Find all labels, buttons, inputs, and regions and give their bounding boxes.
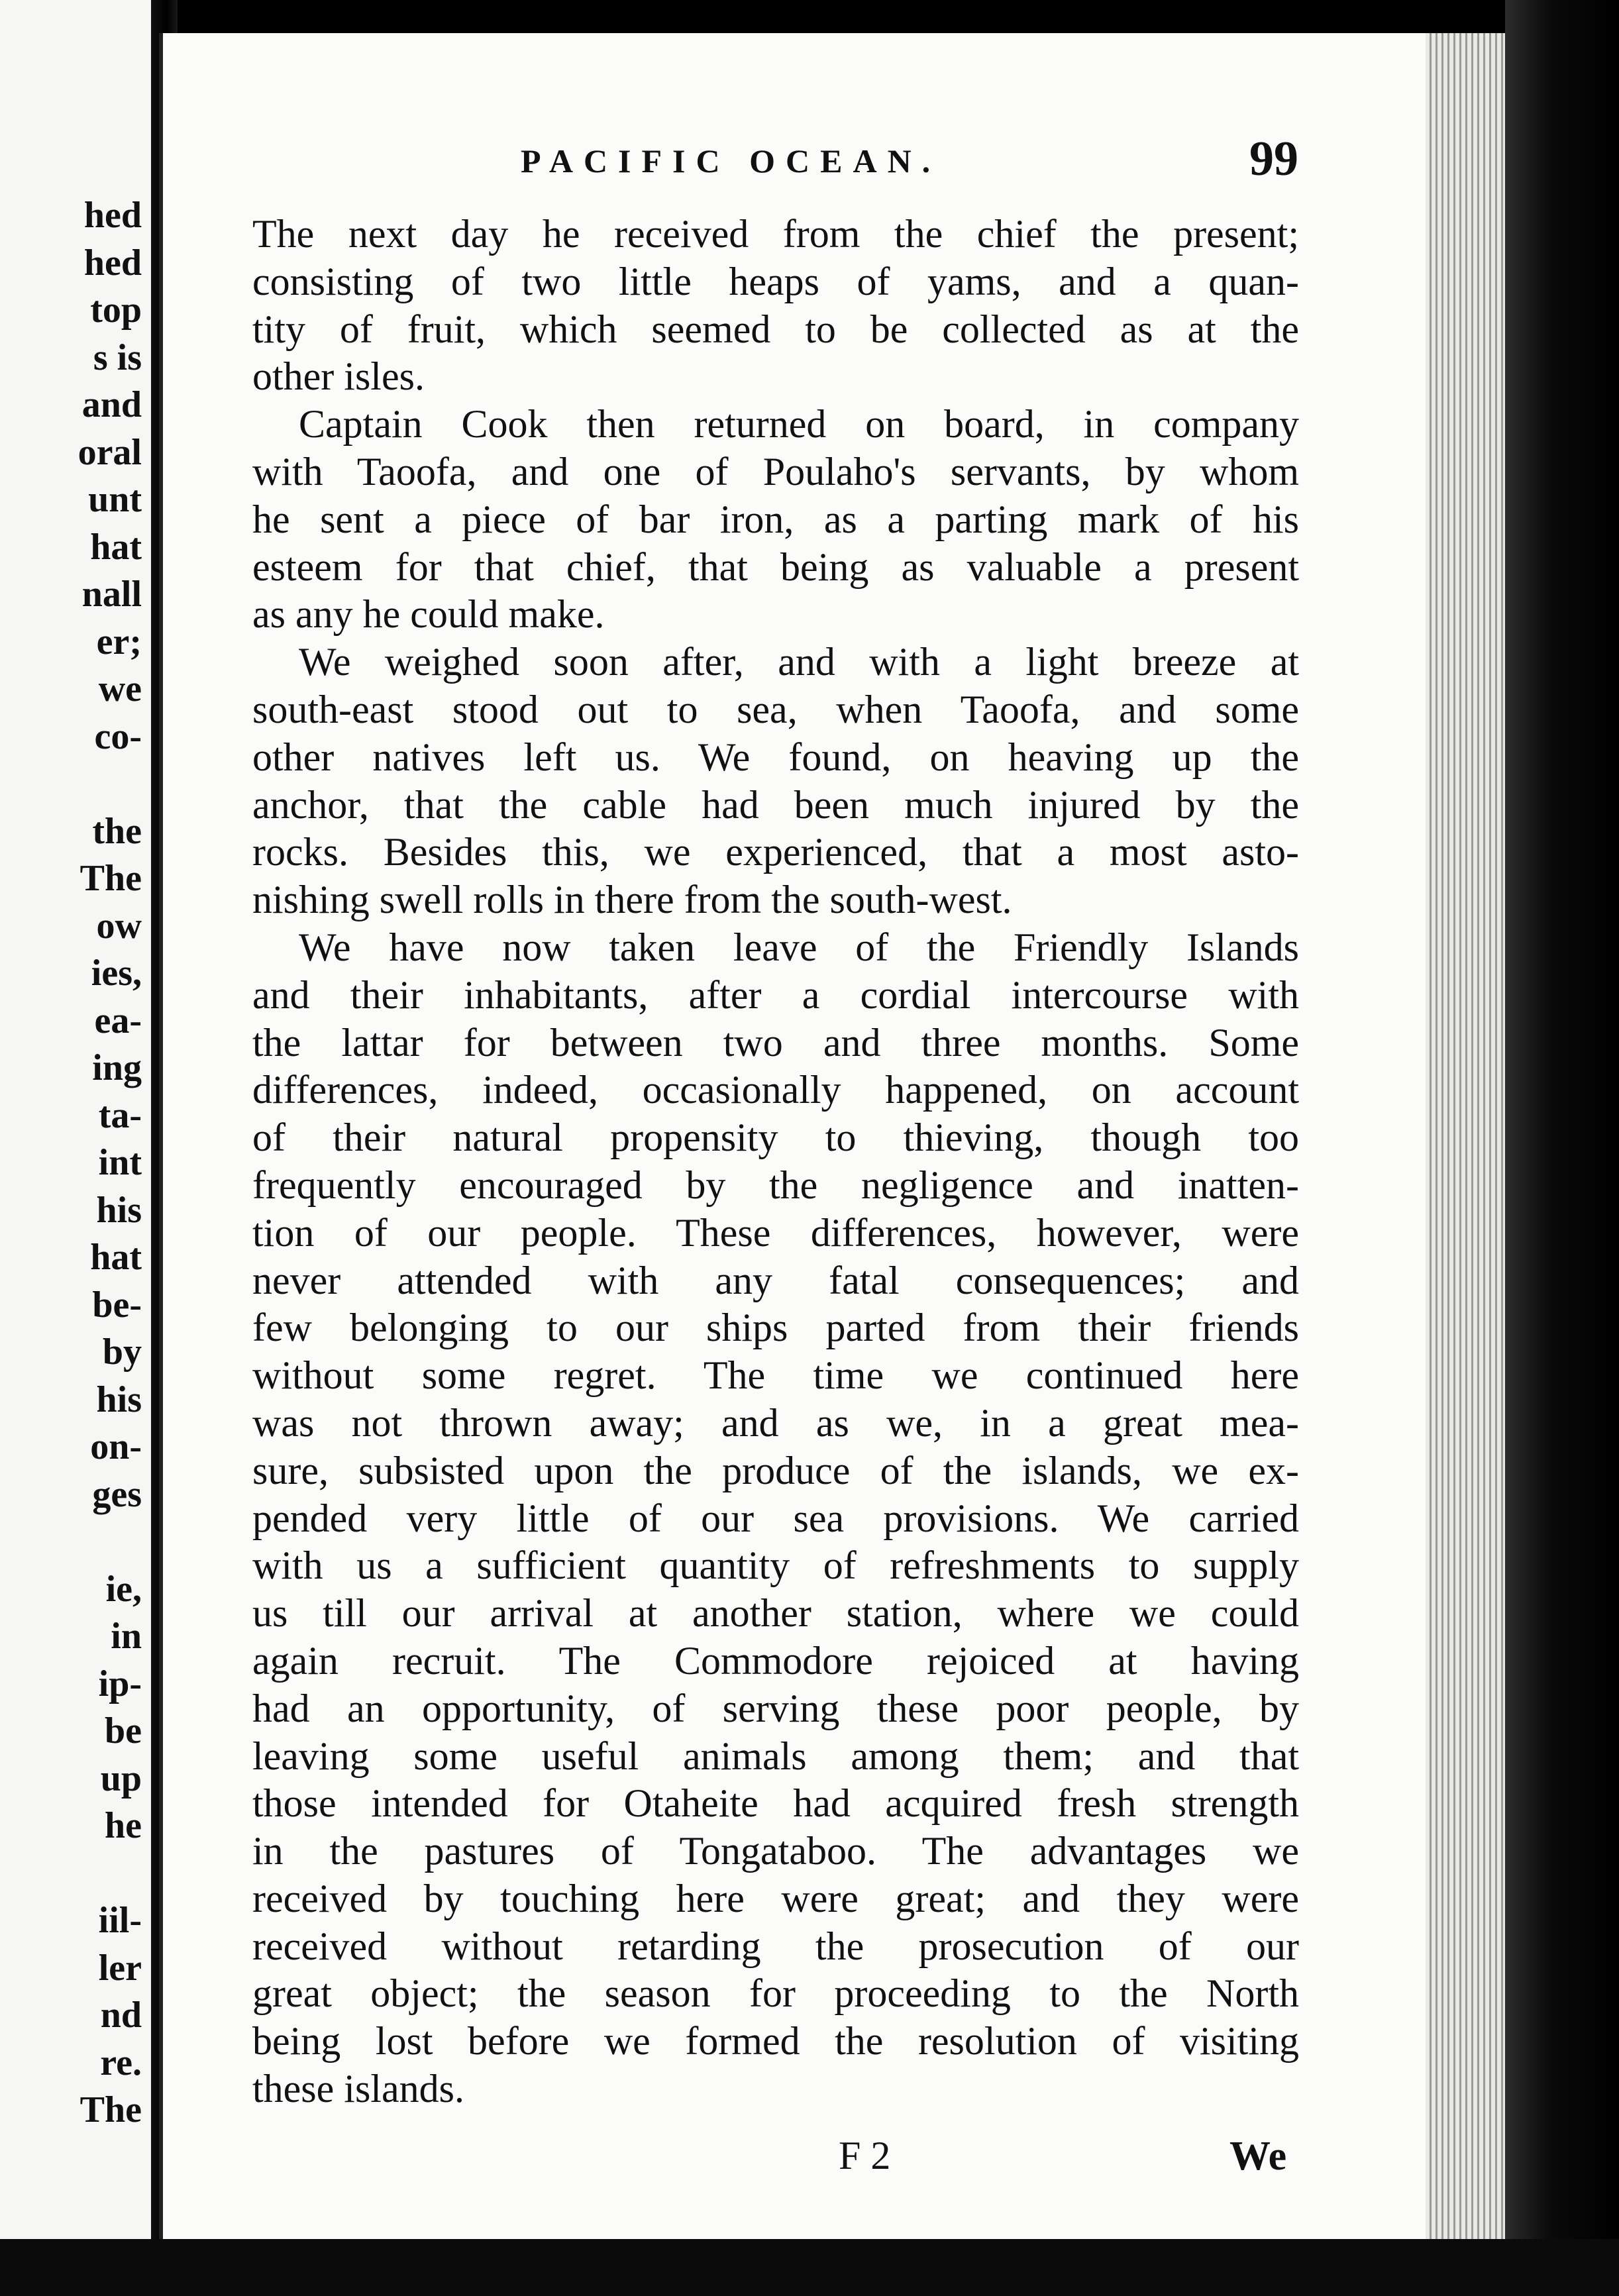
previous-page-fragment: ies, bbox=[91, 953, 142, 994]
text-line: other isles. bbox=[252, 354, 425, 399]
text-line: had an opportunity, of serving these poor people, by bbox=[252, 1686, 1299, 1730]
text-line: us till our arrival at another station, where we could bbox=[252, 1591, 1299, 1636]
previous-page-fragment: be- bbox=[92, 1284, 142, 1326]
previous-page-fragment: The bbox=[79, 858, 142, 899]
previous-page-fragment: ow bbox=[96, 905, 142, 947]
text-line: sure, subsisted upon the produce of the islands, we ex- bbox=[252, 1448, 1299, 1492]
text-line: great object; the season for proceeding to the North bbox=[252, 1971, 1299, 2016]
previous-page-fragment: ip- bbox=[98, 1663, 142, 1704]
text-line: was not thrown away; and as we, in a great mea- bbox=[252, 1400, 1299, 1445]
previous-page-fragment: ea- bbox=[94, 1000, 142, 1041]
previous-page-fragment: we bbox=[98, 668, 142, 709]
previous-page-edge bbox=[0, 0, 151, 2296]
previous-page-fragment: co- bbox=[94, 715, 142, 757]
previous-page-fragment bbox=[78, 760, 142, 808]
previous-page-fragment: ing bbox=[92, 1047, 142, 1088]
text-line: those intended for Otaheite had acquired fresh strength bbox=[252, 1781, 1299, 1826]
previous-page-fragment: iil- bbox=[98, 1900, 142, 1941]
text-line: We weighed soon after, and with a light breeze at bbox=[299, 640, 1299, 684]
text-line: received without retarding the prosecution of our bbox=[252, 1924, 1299, 1968]
previous-page-fragment: oral bbox=[78, 431, 142, 473]
previous-page-fragment: ta- bbox=[98, 1094, 142, 1136]
text-line: of their natural propensity to thieving, though too bbox=[252, 1116, 1299, 1160]
previous-page-fragment: ges bbox=[92, 1473, 142, 1515]
text-line: nishing swell rolls in there from the south-west. bbox=[252, 878, 1012, 922]
text-line: esteem for that chief, that being as valuable a present bbox=[252, 545, 1299, 589]
page-footer bbox=[163, 2133, 1430, 2186]
text-line: consisting of two little heaps of yams, and a quan- bbox=[252, 259, 1299, 303]
signature-mark: F 2 bbox=[839, 2134, 891, 2177]
text-line: south-east stood out to sea, when Taoofa, and some bbox=[252, 687, 1299, 731]
previous-page-fragment: unt bbox=[88, 479, 142, 520]
previous-page-fragment: by bbox=[102, 1331, 142, 1373]
background-shadow bbox=[0, 2239, 1619, 2296]
text-line: as any he could make. bbox=[252, 592, 605, 637]
text-line: The next day he received from the chief the present; bbox=[252, 212, 1299, 256]
text-line: rocks. Besides this, we experienced, that a most asto- bbox=[252, 830, 1299, 874]
text-line: frequently encouraged by the negligence and inatten- bbox=[252, 1163, 1299, 1207]
previous-page-fragment: nd bbox=[100, 1995, 142, 2036]
paragraph bbox=[252, 639, 1299, 924]
book-page bbox=[159, 33, 1430, 2239]
text-line: tion of our people. These differences, however, were bbox=[252, 1210, 1299, 1255]
paragraph bbox=[252, 211, 1299, 401]
text-line: anchor, that the cable had been much injured by the bbox=[252, 782, 1299, 827]
previous-page-fragment bbox=[78, 1518, 142, 1566]
previous-page-fragment: hat bbox=[90, 1237, 142, 1278]
previous-page-fragment: hat bbox=[90, 526, 142, 568]
previous-page-fragment: hed bbox=[83, 195, 142, 236]
text-line: We have now taken leave of the Friendly Islands bbox=[299, 925, 1299, 969]
page-number: 99 bbox=[1249, 132, 1298, 186]
text-line: in the pastures of Tongataboo. The advantages we bbox=[252, 1829, 1299, 1873]
previous-page-line-endings bbox=[78, 192, 142, 2134]
previous-page-fragment: on- bbox=[90, 1426, 142, 1467]
previous-page-fragment: nall bbox=[81, 574, 142, 615]
text-line: without some regret. The time we continued here bbox=[252, 1353, 1299, 1398]
paragraph bbox=[252, 924, 1299, 2113]
text-line: being lost before we formed the resolution of visiting bbox=[252, 2019, 1299, 2063]
previous-page-fragment: he bbox=[105, 1805, 142, 1846]
text-line: differences, indeed, occasionally happened, on account bbox=[252, 1068, 1299, 1112]
body-text bbox=[252, 211, 1299, 2113]
book-cover-edge bbox=[1505, 0, 1619, 2296]
page-stack-edge bbox=[1426, 33, 1505, 2239]
previous-page-fragment: the bbox=[92, 810, 142, 852]
previous-page-fragment: re. bbox=[100, 2042, 142, 2083]
text-line: Captain Cook then returned on board, in company bbox=[299, 402, 1299, 446]
paragraph bbox=[252, 401, 1299, 639]
previous-page-fragment: be bbox=[105, 1710, 142, 1751]
text-line: he sent a piece of bar iron, as a parting mark of his bbox=[252, 497, 1299, 541]
catchword: We bbox=[1229, 2134, 1287, 2179]
previous-page-fragment: and bbox=[81, 384, 142, 425]
previous-page-fragment: int bbox=[98, 1142, 142, 1183]
text-line: again recruit. The Commodore rejoiced at having bbox=[252, 1638, 1299, 1683]
text-line: never attended with any fatal consequences; and bbox=[252, 1258, 1299, 1302]
previous-page-fragment: s is bbox=[93, 337, 142, 378]
text-line: and their inhabitants, after a cordial intercourse with bbox=[252, 972, 1299, 1017]
previous-page-fragment: ler bbox=[98, 1947, 142, 1989]
running-head bbox=[163, 119, 1430, 185]
previous-page-fragment: his bbox=[96, 1189, 142, 1231]
text-line: with us a sufficient quantity of refreshments to supply bbox=[252, 1543, 1299, 1588]
previous-page-fragment bbox=[78, 1850, 142, 1898]
previous-page-fragment: in bbox=[111, 1616, 142, 1657]
text-line: tity of fruit, which seemed to be collected as at the bbox=[252, 307, 1299, 351]
text-line: pended very little of our sea provisions. We carried bbox=[252, 1496, 1299, 1540]
text-line: other natives left us. We found, on heaving up the bbox=[252, 735, 1299, 779]
previous-page-fragment: his bbox=[96, 1379, 142, 1420]
text-line: few belonging to our ships parted from their friends bbox=[252, 1306, 1299, 1350]
running-head-title: PACIFIC OCEAN. bbox=[521, 142, 941, 180]
previous-page-fragment: hed bbox=[83, 242, 142, 284]
previous-page-fragment: top bbox=[90, 289, 142, 331]
previous-page-fragment: The bbox=[79, 2089, 142, 2130]
text-line: leaving some useful animals among them; and that bbox=[252, 1734, 1299, 1778]
previous-page-fragment: ie, bbox=[105, 1568, 142, 1610]
previous-page-fragment: up bbox=[100, 1757, 142, 1799]
text-line: the lattar for between two and three months. Some bbox=[252, 1020, 1299, 1065]
text-line: with Taoofa, and one of Poulaho's servants, by whom bbox=[252, 449, 1299, 494]
text-line: received by touching here were great; and they were bbox=[252, 1876, 1299, 1920]
previous-page-fragment: er; bbox=[96, 621, 142, 662]
text-line: these islands. bbox=[252, 2067, 464, 2111]
